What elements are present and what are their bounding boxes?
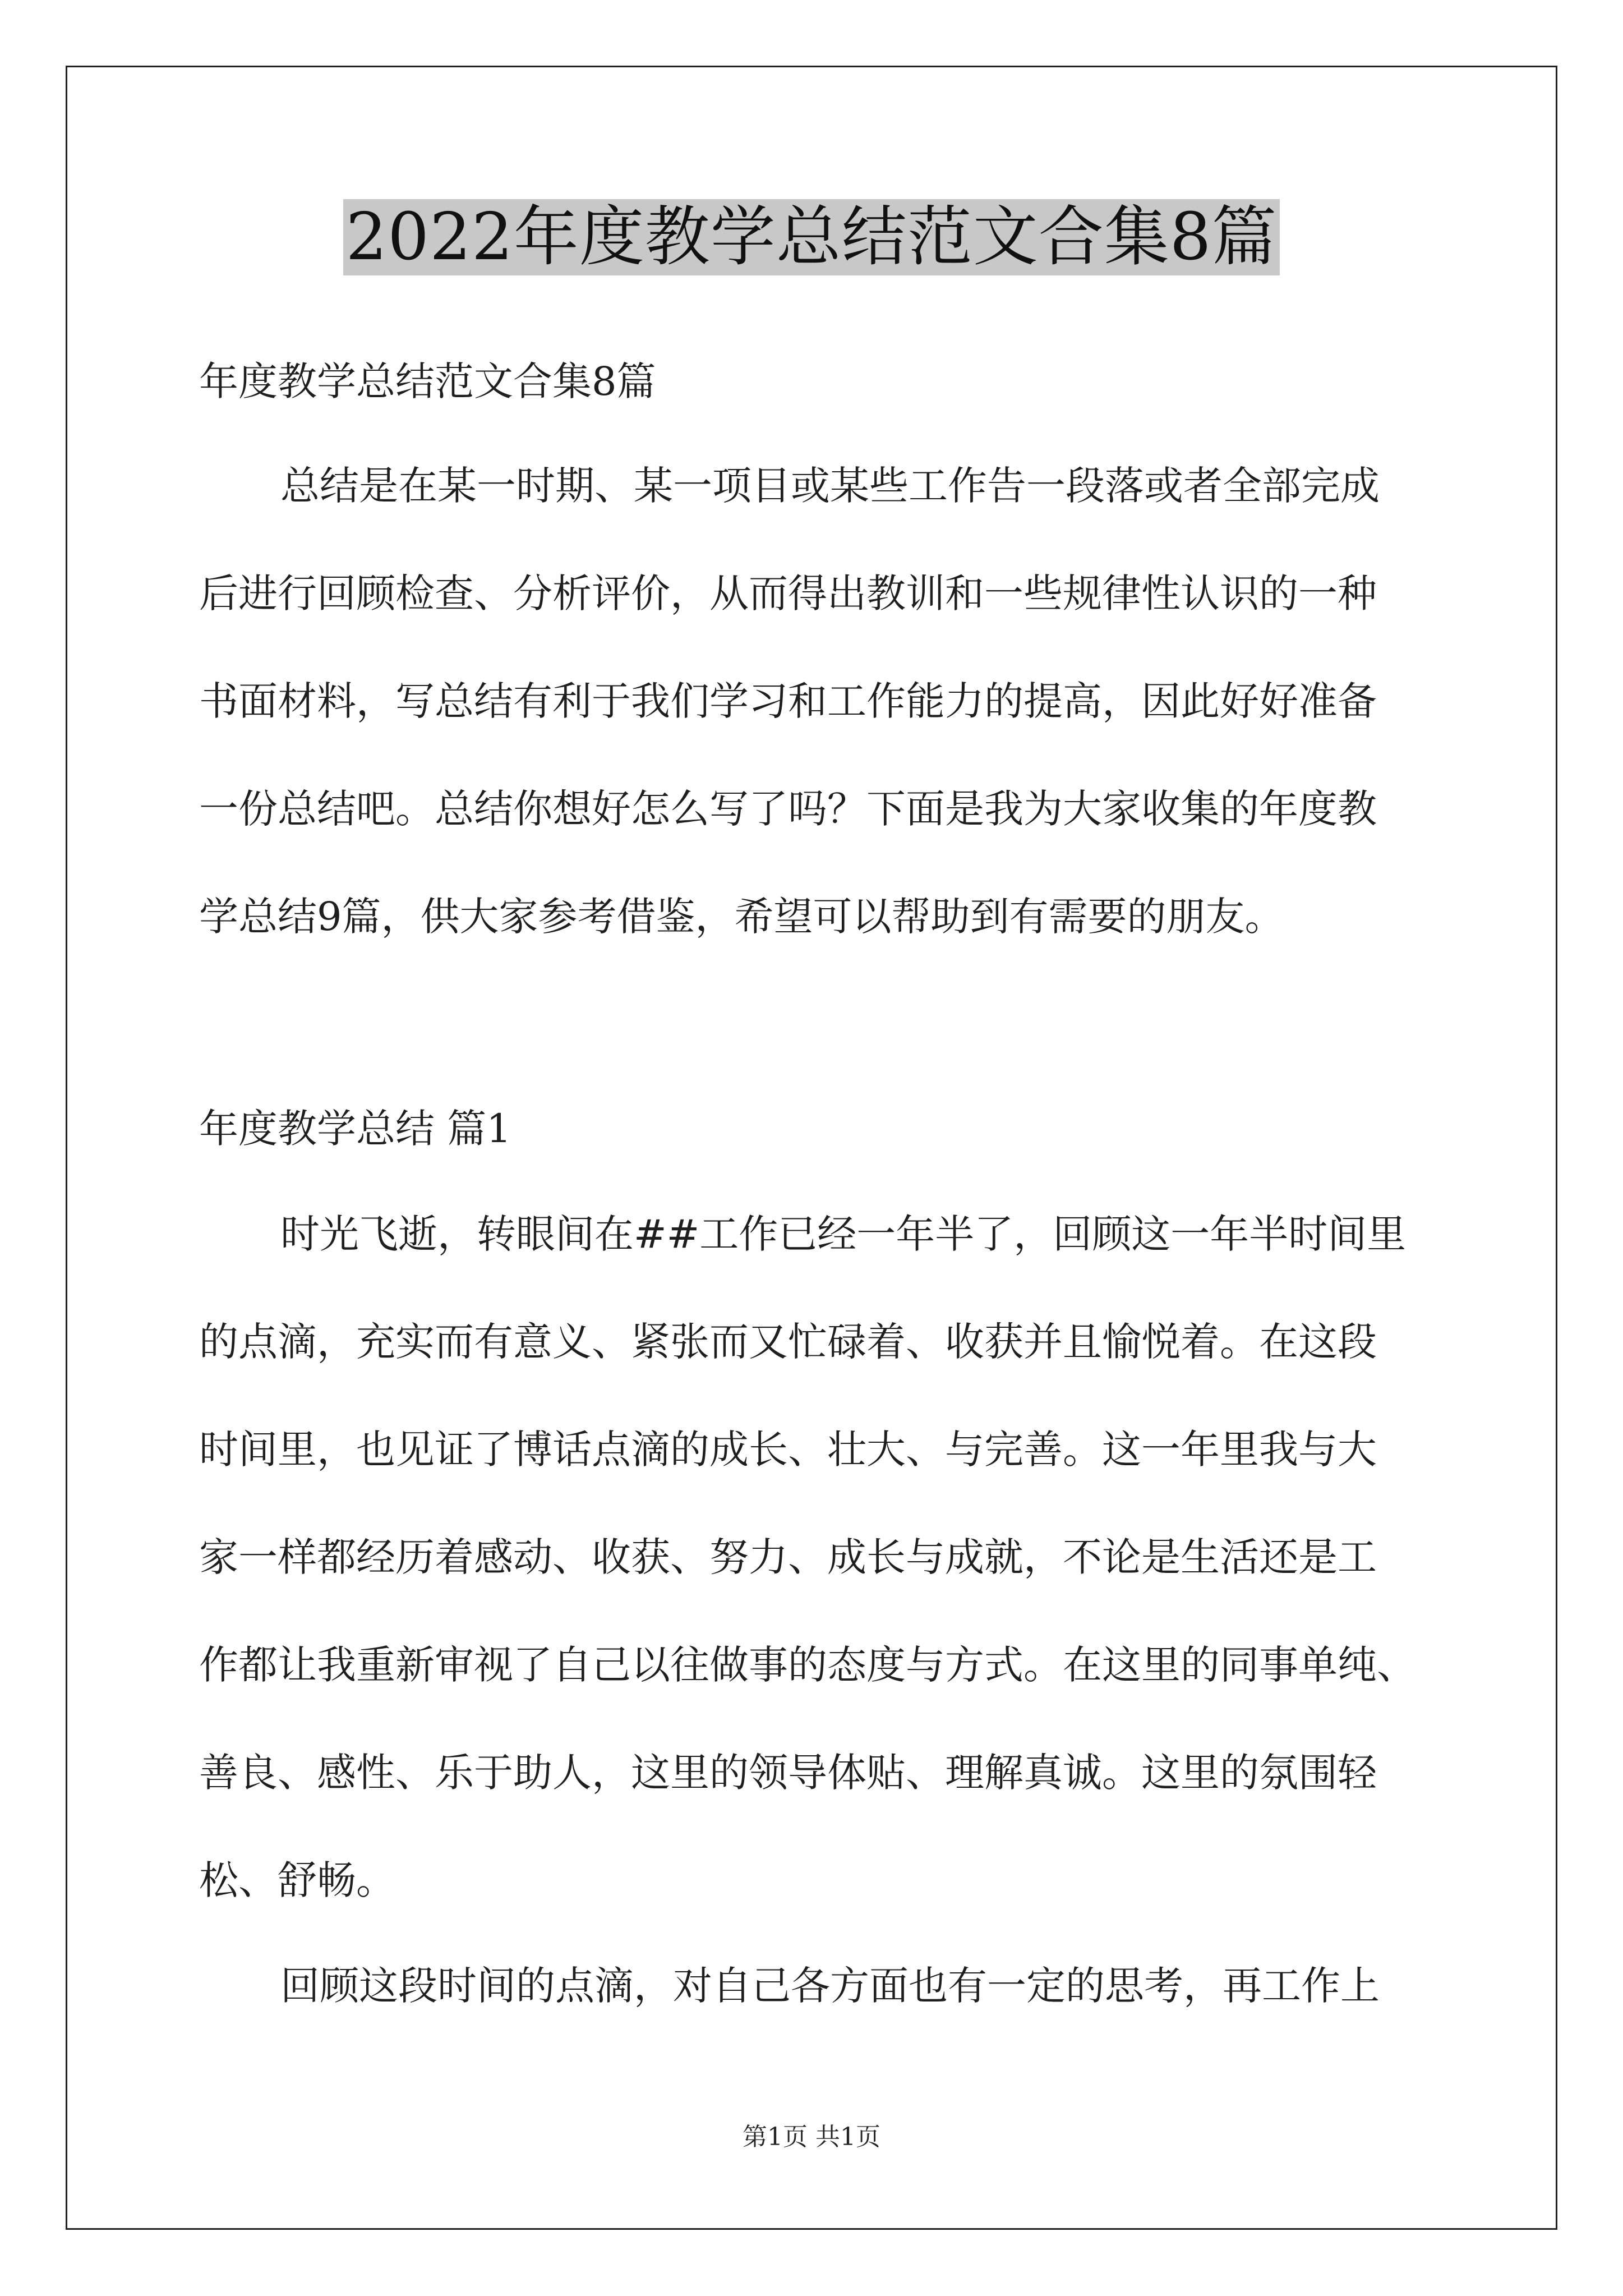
document-subtitle: 年度教学总结范文合集8篇 xyxy=(199,358,656,404)
title-container xyxy=(0,199,1623,275)
section-line-5: 作都让我重新审视了自己以往做事的态度与方式。在这里的同事单纯、 xyxy=(199,1642,1416,1688)
intro-line-4: 一份总结吧。总结你想好怎么写了吗？下面是我为大家收集的年度教 xyxy=(199,786,1377,832)
page-footer: 第1页 共1页 xyxy=(743,2123,880,2151)
intro-line-1: 总结是在某一时期、某一项目或某些工作告一段落或者全部完成 xyxy=(280,463,1380,509)
intro-line-5: 学总结9篇，供大家参考借鉴，希望可以帮助到有需要的朋友。 xyxy=(199,894,1284,940)
section-line-4: 家一样都经历着感动、收获、努力、成长与成就，不论是生活还是工 xyxy=(199,1534,1377,1580)
section-line-3: 时间里，也见证了博话点滴的成长、壮大、与完善。这一年里我与大 xyxy=(199,1427,1377,1473)
section-line-2: 的点滴，充实而有意义、紧张而又忙碌着、收获并且愉悦着。在这段 xyxy=(199,1319,1377,1365)
section-heading: 年度教学总结 篇1 xyxy=(199,1106,511,1152)
section-line-7: 松、舒畅。 xyxy=(199,1857,395,1903)
intro-line-3: 书面材料，写总结有利于我们学习和工作能力的提高，因此好好准备 xyxy=(199,678,1377,724)
section-line-1: 时光飞逝，转眼间在##工作已经一年半了，回顾这一年半时间里 xyxy=(280,1211,1407,1257)
intro-line-2: 后进行回顾检查、分析评价，从而得出教训和一些规律性认识的一种 xyxy=(199,570,1377,616)
document-title: 2022年度教学总结范文合集8篇 xyxy=(343,199,1279,275)
paragraph-line: 回顾这段时间的点滴，对自己各方面也有一定的思考，再工作上 xyxy=(280,1963,1380,2009)
section-line-6: 善良、感性、乐于助人，这里的领导体贴、理解真诚。这里的氛围轻 xyxy=(199,1750,1377,1796)
